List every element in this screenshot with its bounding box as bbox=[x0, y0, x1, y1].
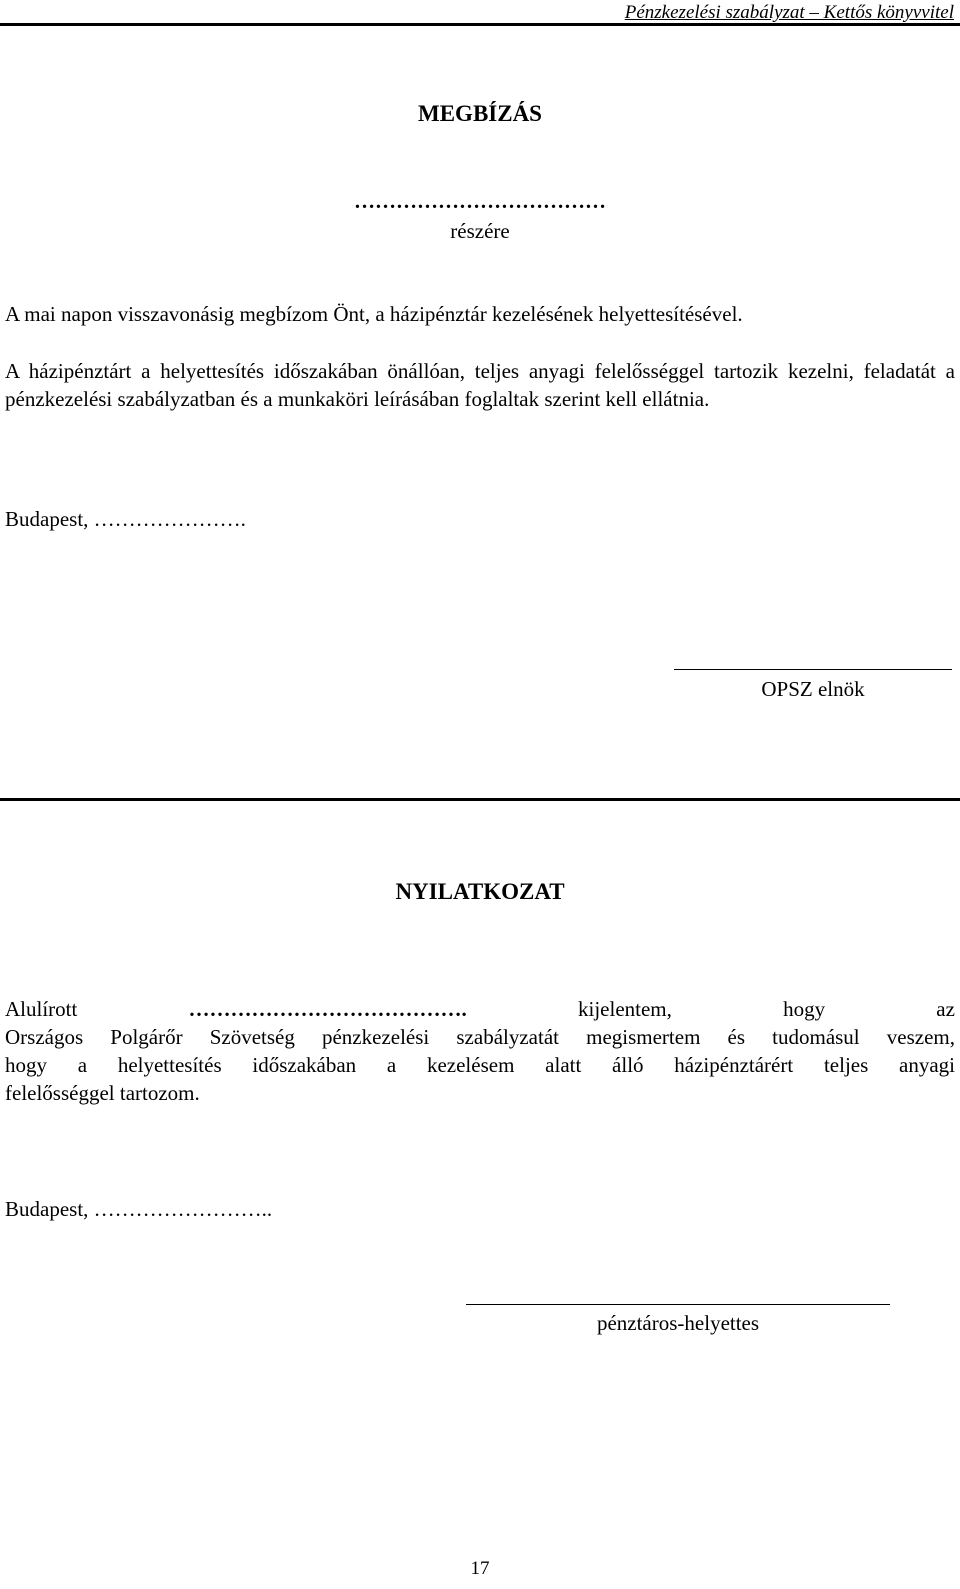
signature-label-elnok: OPSZ elnök bbox=[761, 677, 865, 701]
place-label: Budapest, bbox=[5, 507, 89, 531]
nyilatkozat-title: NYILATKOZAT bbox=[395, 879, 565, 904]
nyilatkozat-line-1 bbox=[5, 995, 955, 1023]
megbizas-paragraph-1: A mai napon visszavonásig megbízom Önt, a házipénztár kezelésének helyettesítésével. bbox=[5, 302, 743, 326]
nyilatkozat-line-3: hogy a helyettesítés időszakában a kezelésem alatt álló házipénztárért teljes anyagi bbox=[5, 1053, 955, 1077]
date-dots: …………………….. bbox=[93, 1197, 273, 1221]
declarant-name-dots: …………………………………. bbox=[188, 997, 467, 1021]
signature-line-elnok bbox=[674, 669, 952, 670]
running-header: Pénzkezelési szabályzat – Kettős könyvvitel bbox=[624, 2, 954, 23]
nyilatkozat-line-4: felelősséggel tartozom. bbox=[5, 1081, 200, 1105]
signature-line-penztaros bbox=[466, 1304, 890, 1305]
megbizas-date-line bbox=[5, 505, 246, 533]
section-separator bbox=[0, 798, 960, 801]
megbizas-paragraph-2: A házipénztárt a helyettesítés időszakában önállóan, teljes anyagi felelősséggel tartozik kezelni, feladatát a pénzkezelési szabályzatban és a munkaköri leírásában foglaltak szerint kell ellátnia. bbox=[5, 359, 955, 411]
header-rule bbox=[0, 23, 960, 26]
reszere-label: részére bbox=[450, 219, 510, 243]
megbizas-title: MEGBÍZÁS bbox=[418, 101, 542, 126]
signature-label-penztaros: pénztáros-helyettes bbox=[596, 1311, 760, 1335]
date-dots: …………………. bbox=[93, 507, 246, 531]
page-number: 17 bbox=[470, 1558, 490, 1579]
nyilatkozat-line-2: Országos Polgárőr Szövetség pénzkezelési szabályzatát megismertem és tudomásul veszem, bbox=[5, 1025, 955, 1049]
nyilatkozat-date-line bbox=[5, 1195, 272, 1223]
recipient-name-dots: ……………………………… bbox=[354, 189, 606, 213]
line1-word-2: hogy bbox=[783, 997, 826, 1021]
place-label: Budapest, bbox=[5, 1197, 89, 1221]
line1-word-3: az bbox=[936, 997, 955, 1021]
line1-word-1: kijelentem, bbox=[578, 997, 672, 1021]
alulirott-label: Alulírott bbox=[5, 997, 78, 1021]
